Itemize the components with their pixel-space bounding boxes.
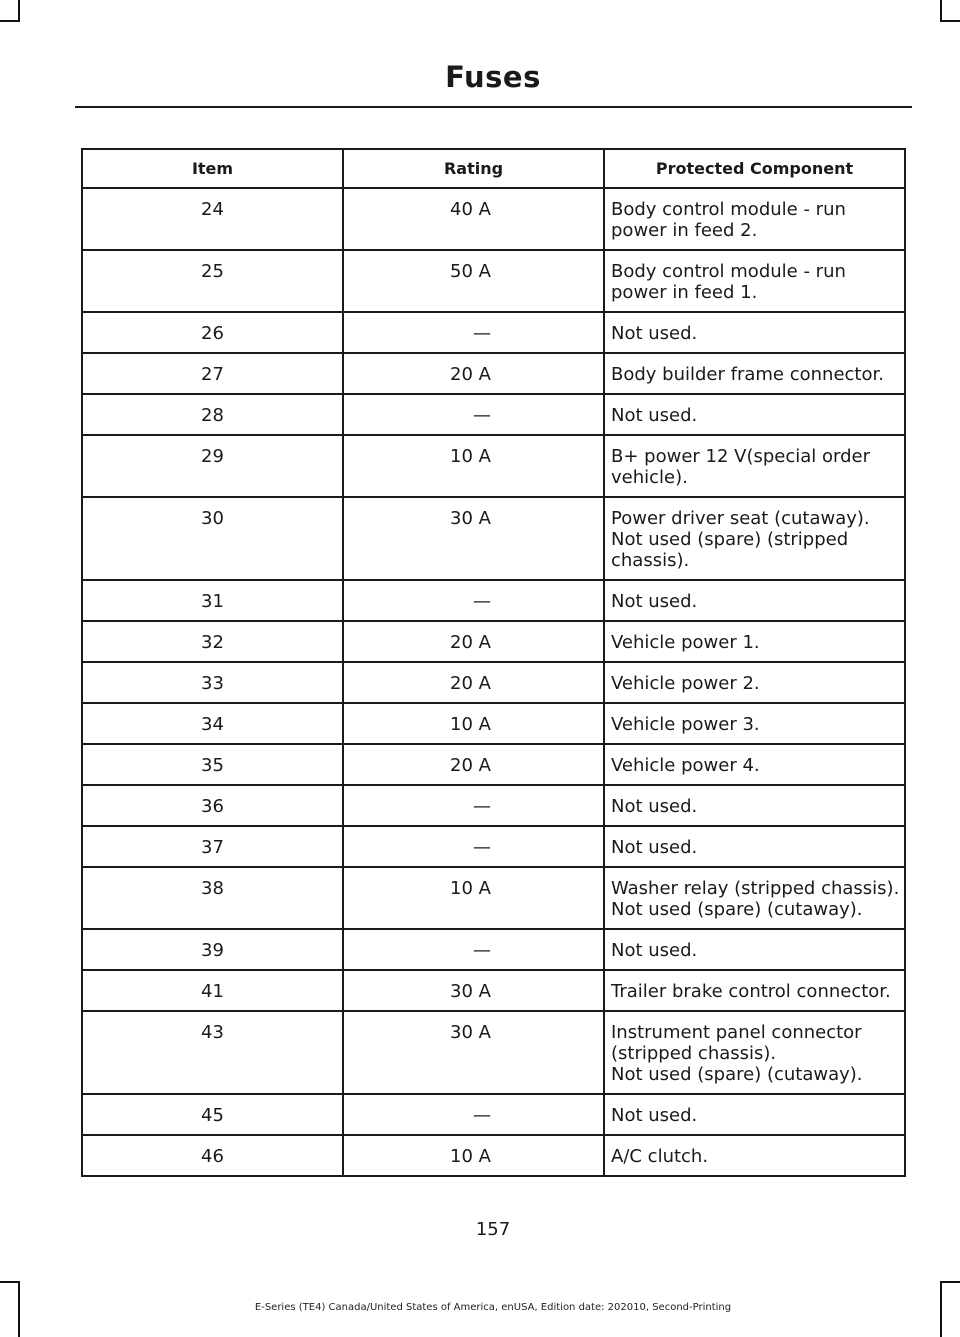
fuse-item-number: 29	[82, 435, 343, 497]
fuse-item-number: 43	[82, 1011, 343, 1094]
protected-component-line: Not used (spare) (cutaway).	[611, 899, 863, 920]
protected-component-line: Not used.	[611, 940, 698, 961]
table-row	[82, 1094, 905, 1135]
protected-component	[604, 1011, 905, 1094]
protected-component	[604, 353, 905, 394]
crop-mark-bottom-left-horizontal	[0, 1281, 20, 1283]
table-row	[82, 621, 905, 662]
protected-component	[604, 662, 905, 703]
fuse-item-number: 33	[82, 662, 343, 703]
protected-component	[604, 188, 905, 250]
protected-component-line: Not used.	[611, 1105, 698, 1126]
table-row	[82, 785, 905, 826]
protected-component	[604, 312, 905, 353]
protected-component	[604, 621, 905, 662]
fuse-item-number: 31	[82, 580, 343, 621]
fuse-rating: —	[343, 1094, 604, 1135]
fuse-item-number: 34	[82, 703, 343, 744]
protected-component-line: Vehicle power 3.	[611, 714, 760, 735]
protected-component-line: Vehicle power 1.	[611, 632, 760, 653]
fuse-item-number: 32	[82, 621, 343, 662]
crop-mark-top-right-vertical	[940, 0, 942, 22]
protected-component	[604, 1094, 905, 1135]
fuse-item-number: 25	[82, 250, 343, 312]
table-row	[82, 703, 905, 744]
protected-component	[604, 703, 905, 744]
fuse-item-number: 26	[82, 312, 343, 353]
protected-component	[604, 580, 905, 621]
protected-component	[604, 785, 905, 826]
fuse-rating: —	[343, 785, 604, 826]
protected-component	[604, 826, 905, 867]
table-row	[82, 580, 905, 621]
fuse-table	[81, 148, 906, 1177]
fuse-rating: 30 A	[343, 1011, 604, 1094]
protected-component-line: A/C clutch.	[611, 1146, 709, 1167]
fuse-item-number: 39	[82, 929, 343, 970]
protected-component-line: Instrument panel connector (stripped chassis).	[611, 1022, 862, 1064]
edition-footer: E-Series (TE4) Canada/United States of America, enUSA, Edition date: 202010, Second-Printing	[254, 1302, 732, 1313]
protected-component	[604, 1135, 905, 1176]
protected-component	[604, 435, 905, 497]
fuse-item-number: 37	[82, 826, 343, 867]
crop-mark-top-left-vertical	[18, 0, 20, 22]
table-row	[82, 250, 905, 312]
protected-component	[604, 929, 905, 970]
column-header-item: Item	[82, 149, 343, 188]
table-row	[82, 188, 905, 250]
fuse-item-number: 24	[82, 188, 343, 250]
protected-component-line: Not used.	[611, 405, 698, 426]
fuse-rating: 20 A	[343, 744, 604, 785]
column-header-protected-component: Protected Component	[604, 149, 905, 188]
protected-component-line: Body control module - run power in feed 2.	[611, 199, 846, 241]
table-header-row	[82, 149, 905, 188]
table-row	[82, 394, 905, 435]
protected-component	[604, 744, 905, 785]
crop-mark-bottom-right-horizontal	[940, 1281, 960, 1283]
table-row	[82, 497, 905, 580]
fuse-rating: —	[343, 929, 604, 970]
table-row	[82, 929, 905, 970]
fuse-rating: 30 A	[343, 970, 604, 1011]
protected-component	[604, 497, 905, 580]
table-row	[82, 353, 905, 394]
table-row	[82, 662, 905, 703]
fuse-rating: —	[343, 826, 604, 867]
table-row	[82, 826, 905, 867]
fuse-rating: —	[343, 312, 604, 353]
table-row	[82, 312, 905, 353]
protected-component-line: Not used.	[611, 323, 698, 344]
table-row	[82, 1011, 905, 1094]
protected-component-line: Washer relay (stripped chassis).	[611, 878, 900, 899]
fuse-item-number: 41	[82, 970, 343, 1011]
fuse-item-number: 36	[82, 785, 343, 826]
table-row	[82, 867, 905, 929]
protected-component	[604, 970, 905, 1011]
fuse-item-number: 27	[82, 353, 343, 394]
fuse-rating: 10 A	[343, 435, 604, 497]
protected-component-line: Vehicle power 2.	[611, 673, 760, 694]
crop-mark-top-right-horizontal	[940, 20, 960, 22]
fuse-rating: 50 A	[343, 250, 604, 312]
protected-component	[604, 867, 905, 929]
fuse-item-number: 45	[82, 1094, 343, 1135]
protected-component-line: Trailer brake control connector.	[611, 981, 891, 1002]
fuse-rating: 10 A	[343, 867, 604, 929]
fuse-rating: —	[343, 580, 604, 621]
fuse-rating: 10 A	[343, 1135, 604, 1176]
table-body	[82, 188, 905, 1176]
column-header-rating: Rating	[343, 149, 604, 188]
protected-component-line: Not used (spare) (cutaway).	[611, 1064, 863, 1085]
protected-component-line: Not used.	[611, 837, 698, 858]
protected-component-line: B+ power 12 V(special order vehicle).	[611, 446, 870, 488]
page-number: 157	[475, 1219, 511, 1240]
table-row	[82, 1135, 905, 1176]
protected-component-line: Not used.	[611, 796, 698, 817]
protected-component-line: Not used (spare) (stripped chassis).	[611, 529, 849, 571]
fuse-item-number: 46	[82, 1135, 343, 1176]
crop-mark-top-left-horizontal	[0, 20, 20, 22]
fuse-rating: 20 A	[343, 662, 604, 703]
protected-component-line: Not used.	[611, 591, 698, 612]
fuse-rating: 10 A	[343, 703, 604, 744]
fuse-rating: 40 A	[343, 188, 604, 250]
protected-component	[604, 394, 905, 435]
fuse-rating: 20 A	[343, 353, 604, 394]
fuse-rating: 20 A	[343, 621, 604, 662]
protected-component-line: Body builder frame connector.	[611, 364, 884, 385]
fuse-item-number: 38	[82, 867, 343, 929]
table-row	[82, 970, 905, 1011]
protected-component-line: Power driver seat (cutaway).	[611, 508, 870, 529]
fuse-rating: 30 A	[343, 497, 604, 580]
fuse-item-number: 30	[82, 497, 343, 580]
fuse-rating: —	[343, 394, 604, 435]
table-row	[82, 435, 905, 497]
table-row	[82, 744, 905, 785]
protected-component	[604, 250, 905, 312]
fuse-item-number: 35	[82, 744, 343, 785]
page-title: Fuses	[445, 60, 541, 94]
title-divider	[75, 106, 912, 108]
protected-component-line: Vehicle power 4.	[611, 755, 760, 776]
protected-component-line: Body control module - run power in feed 1.	[611, 261, 846, 303]
fuse-item-number: 28	[82, 394, 343, 435]
